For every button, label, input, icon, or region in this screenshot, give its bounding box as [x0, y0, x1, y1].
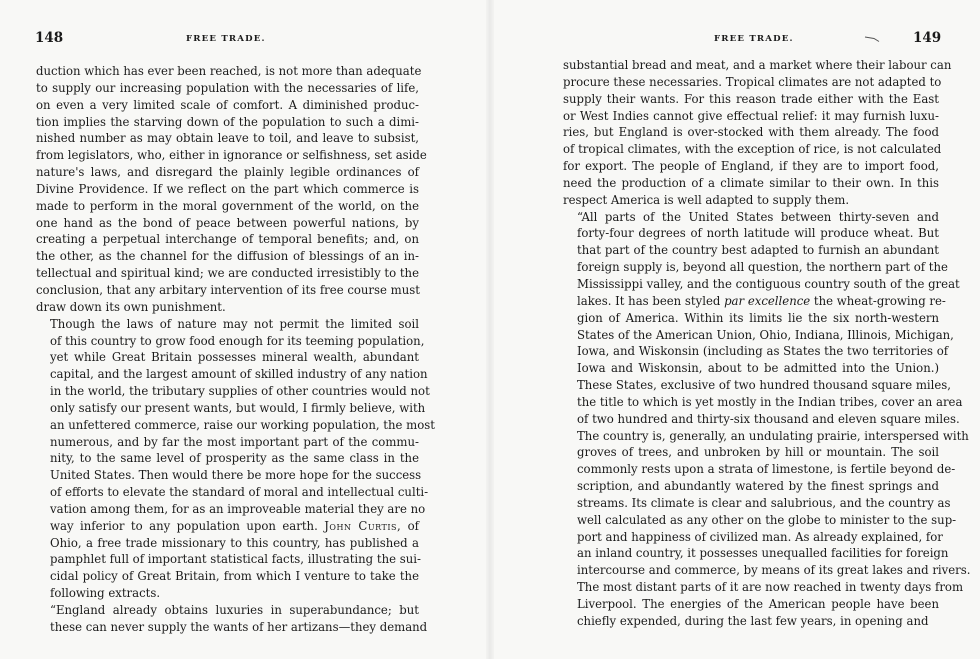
text-line	[36, 130, 419, 147]
text-line	[563, 343, 949, 360]
line-text: groves of trees, and unbroken by hill or mountain. The soil	[577, 445, 939, 460]
text-line	[563, 512, 957, 529]
text-line	[36, 417, 435, 434]
line-text: intercourse and commerce, by means of its great lakes and rivers.	[577, 563, 971, 578]
line-text: procure these necessaries. Tropical climates are not adapted to	[563, 74, 942, 89]
page-body	[36, 63, 435, 636]
page-number: 149	[913, 30, 942, 46]
line-text: made to perform in the moral government of the world, on the	[36, 198, 419, 213]
line-text: Divine Providence. If we reflect on the part which commerce is	[36, 181, 419, 196]
text-line	[563, 209, 939, 226]
text-line	[563, 192, 939, 209]
line-text: the other, as the channel for the diffusion of blessings of an in-	[36, 249, 419, 264]
line-text: only satisfy our present wants, but would, I firmly believe, with	[50, 400, 426, 415]
text-line	[563, 461, 956, 478]
line-text: Though the laws of nature may not permit the limited soil	[50, 316, 419, 331]
line-text: United States. Then would there be more hope for the success	[50, 468, 422, 483]
line-text: of this country to grow food enough for its teeming population,	[50, 333, 425, 348]
text-line	[563, 394, 963, 411]
text-line	[563, 91, 939, 108]
line-text: on even a very limited scale of comfort. A diminished produc-	[36, 97, 419, 112]
text-line	[563, 242, 939, 259]
line-text: gion of America. Within its limits lie the six north-western	[577, 310, 939, 325]
line-text: States of the American Union, Ohio, Indiana, Illinois, Michigan,	[577, 327, 954, 342]
text-line	[563, 478, 939, 495]
line-text: draw down its own punishment.	[36, 299, 226, 314]
text-line	[36, 97, 419, 114]
italic-suffix: the wheat-growing re-	[810, 293, 946, 308]
line-text: of tropical climates, with the exception of rice, is not calculated	[563, 142, 942, 157]
page-number: 148	[35, 30, 64, 46]
text-line	[563, 562, 971, 579]
text-line	[36, 282, 419, 299]
text-line	[36, 568, 419, 585]
text-line	[563, 545, 949, 562]
line-text: way inferior to any population upon earth.	[50, 518, 325, 533]
line-text: chiefly expended, during the last few years, in opening and	[577, 613, 929, 628]
line-text: forty-four degrees of north latitude will produce wheat. But	[577, 226, 939, 241]
line-text: duction which has ever been reached, is not more than adequate	[36, 64, 422, 78]
text-line	[563, 529, 943, 546]
line-text: “All parts of the United States between thirty-seven and	[577, 209, 939, 224]
line-text: in the world, the tributary supplies of other countries would not	[50, 384, 430, 399]
line-text: nished number as may obtain leave to toil, and leave to subsist,	[36, 131, 419, 146]
text-line	[36, 551, 419, 568]
line-text: following extracts.	[50, 586, 161, 601]
line-text: these can never supply the wants of her artizans—they demand	[50, 619, 428, 634]
text-line	[563, 411, 960, 428]
line-text: commonly rests upon a strata of limestone, is fertile beyond de-	[577, 462, 956, 477]
text-line	[36, 248, 419, 265]
text-line	[563, 360, 939, 377]
text-line	[563, 259, 948, 276]
running-head: FREE TRADE.	[714, 34, 794, 44]
text-line	[563, 108, 939, 125]
line-text: The most distant parts of it are now reached in twenty days from	[577, 580, 964, 595]
text-line	[563, 141, 942, 158]
text-line	[36, 400, 426, 417]
text-line	[36, 450, 419, 467]
line-text: conclusion, that any arbitary intervention of its free course must	[36, 282, 420, 297]
line-text: cidal policy of Great Britain, from which I venture to take the	[50, 569, 419, 584]
line-text: nature's laws, and disregard the plainly legible ordinances of	[36, 165, 419, 180]
text-line	[36, 366, 428, 383]
text-line	[36, 484, 429, 501]
line-text: supply their wants. For this reason trade either with the East	[563, 91, 939, 106]
paragraph	[36, 316, 435, 602]
text-line	[563, 276, 960, 293]
line-text: Ohio, a free trade missionary to this country, has published a	[50, 535, 419, 550]
paragraph	[36, 63, 427, 316]
text-line	[563, 596, 939, 613]
line-text: port and happiness of civilized man. As already explained, for	[577, 529, 943, 544]
line-text: Liverpool. The energies of the American people have been	[577, 597, 939, 611]
line-text: for export. The people of England, if they are to import food,	[563, 159, 939, 174]
line-text: an unfettered commerce, raise our working population, the most	[50, 417, 435, 432]
text-line	[36, 602, 419, 619]
text-line	[36, 299, 419, 316]
line-text: pamphlet full of important statistical facts, illustrating the sui-	[50, 552, 421, 567]
text-line	[36, 114, 419, 131]
pencil-mark-icon	[864, 36, 880, 42]
italic-phrase: par excellence	[724, 293, 811, 308]
text-line	[36, 518, 419, 535]
line-text: Iowa and Wiskonsin, about to be admitted into the Union.)	[577, 361, 939, 376]
text-line	[36, 585, 419, 602]
running-head: FREE TRADE.	[186, 34, 266, 44]
line-text: foreign supply is, beyond all question, the northern part of the	[577, 260, 948, 275]
text-line	[36, 333, 425, 350]
text-line	[36, 181, 419, 198]
text-line	[36, 80, 419, 97]
line-text: lakes. It has been styled	[577, 293, 725, 308]
text-line	[563, 57, 952, 74]
text-line	[563, 124, 939, 141]
text-line	[563, 293, 946, 310]
line-text: the title to which is yet mostly in the Indian tribes, cover an area	[577, 394, 963, 409]
text-line	[563, 377, 952, 394]
line-text: yet while Great Britain possesses mineral wealth, abundant	[50, 350, 419, 365]
line-text: creating a perpetual interchange of temporal benefits; and, on	[36, 232, 419, 247]
line-text: Mississippi valley, and the contiguous country south of the great	[577, 276, 960, 291]
text-line	[563, 495, 951, 512]
line-text: These States, exclusive of two hundred thousand square miles,	[577, 378, 952, 393]
line-text: The country is, generally, an undulating prairie, interspersed with	[577, 428, 969, 443]
text-line	[36, 63, 422, 80]
line-text: well calculated as any other on the globe to minister to the sup-	[577, 512, 957, 527]
line-text: Iowa, and Wiskonsin (including as States the two territories of	[577, 344, 949, 359]
text-line	[36, 198, 419, 215]
line-text: vation among them, for as an improveable material they are no	[50, 501, 426, 516]
text-line	[563, 158, 939, 175]
text-line	[36, 215, 419, 232]
line-text: ries, but England is over-stocked with them already. The food	[563, 125, 939, 140]
text-line	[36, 231, 419, 248]
text-line	[36, 265, 419, 282]
paragraph	[563, 57, 952, 209]
text-line	[36, 147, 427, 164]
line-text: capital, and the largest amount of skilled industry of any nation	[50, 367, 428, 382]
line-text: an inland country, it possesses unequalled facilities for foreign	[577, 546, 949, 561]
line-text: to supply our increasing population with the necessaries of life,	[36, 80, 419, 95]
line-text: “England already obtains luxuries in superabundance; but	[50, 603, 419, 617]
line-text: need the production of a climate similar to their own. In this	[563, 175, 939, 190]
text-line	[36, 164, 419, 181]
line-text: of two hundred and thirty-six thousand and eleven square miles.	[577, 411, 960, 426]
text-line	[36, 467, 422, 484]
text-line	[36, 316, 419, 333]
line-text: of efforts to elevate the standard of moral and intellectual culti-	[50, 485, 429, 500]
line-text: or West Indies cannot give effectual relief: it may furnish luxu-	[563, 108, 939, 123]
text-line	[563, 579, 964, 596]
line-text: substantial bread and meat, and a market where their labour can	[563, 58, 952, 72]
line-text: streams. Its climate is clear and salubrious, and the country as	[577, 495, 951, 510]
text-line	[36, 619, 428, 636]
author-suffix: of	[401, 518, 420, 533]
line-text: that part of the country best adapted to furnish an abundant	[577, 243, 939, 258]
text-line	[36, 383, 430, 400]
line-text: respect America is well adapted to supply them.	[563, 192, 850, 207]
line-text: from legislators, who, either in ignorance or selfishness, set aside	[36, 148, 427, 163]
line-text: one hand as the bond of peace between powerful nations, by	[36, 215, 419, 230]
line-text: tellectual and spiritual kind; we are conducted irresistibly to the	[36, 266, 419, 281]
line-text: nity, to the same level of prosperity as the same class in the	[50, 451, 419, 466]
line-text: tion implies the starving down of the population to such a dimi-	[36, 114, 419, 129]
text-line	[563, 613, 939, 630]
text-line	[563, 310, 939, 327]
text-line	[36, 349, 419, 366]
text-line	[563, 327, 954, 344]
text-line	[563, 175, 939, 192]
text-line	[36, 501, 426, 518]
text-line	[563, 444, 939, 461]
text-line	[563, 74, 942, 91]
paragraph	[36, 602, 428, 636]
text-line	[563, 428, 969, 445]
text-line	[36, 434, 419, 451]
page-body	[563, 57, 971, 630]
paragraph	[563, 209, 971, 630]
right-page	[490, 0, 980, 659]
line-text: scription, and abundantly watered by the finest springs and	[577, 479, 939, 494]
text-line	[36, 535, 419, 552]
line-text: numerous, and by far the most important part of the commu-	[50, 434, 419, 449]
author-name: John Curtis,	[324, 518, 402, 533]
text-line	[563, 225, 939, 242]
